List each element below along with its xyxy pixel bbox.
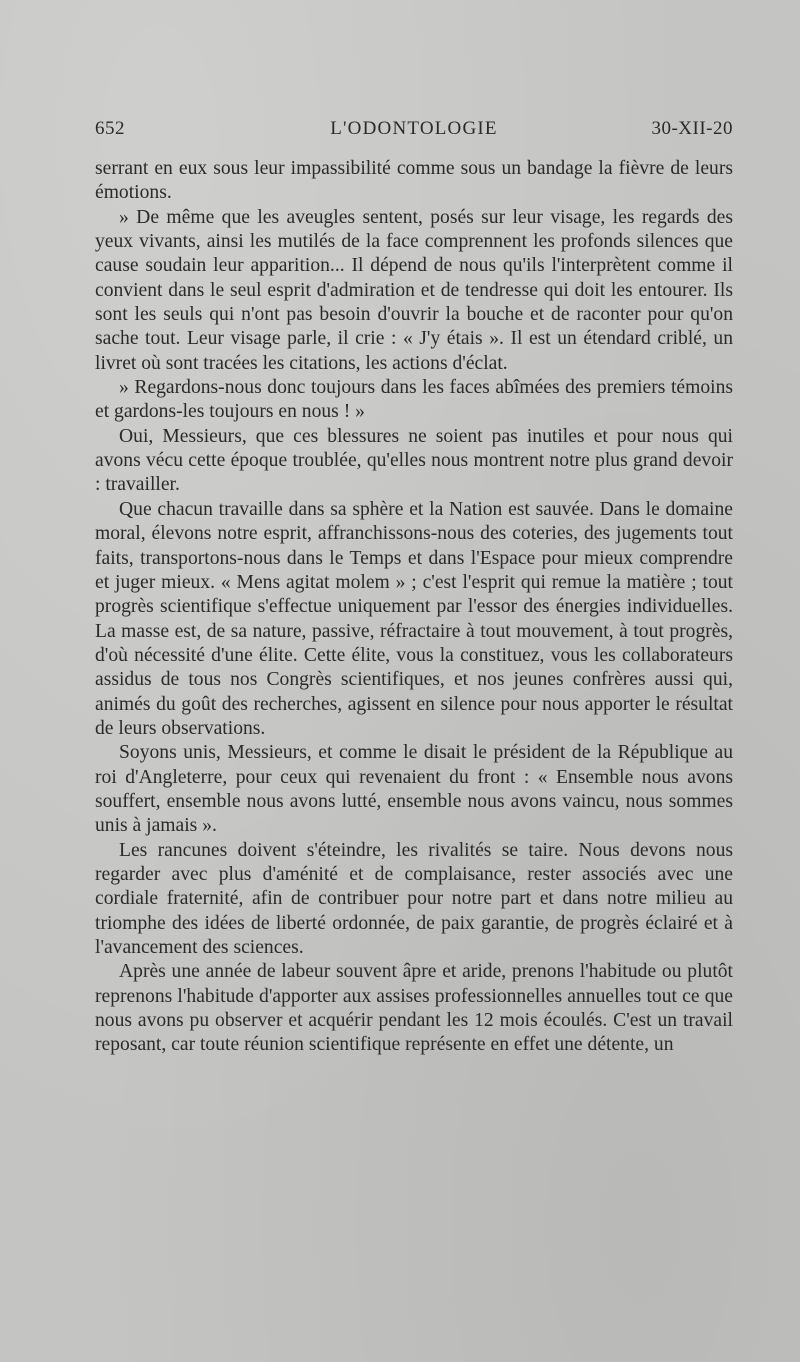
running-header (95, 118, 733, 146)
paragraph: Oui, Messieurs, que ces blessures ne soient pas inutiles et pour nous qui avons vécu cette époque troublée, qu'elles nous montrent notre plus grand devoir : travailler. (95, 425, 733, 496)
paragraph: Les rancunes doivent s'éteindre, les rivalités se taire. Nous devons nous regarder avec plus d'aménité et de complaisance, rester associés avec une cordiale fraternité, afin de contribuer pour notre part et dans notre milieu au triomphe des idées de liberté ordonnée, de paix garantie, de progrès éclairé et à l'avancement des sciences. (95, 839, 733, 958)
issue-date: 30-XII-20 (651, 118, 733, 139)
paragraph: Soyons unis, Messieurs, et comme le disait le président de la République au roi d'Angleterre, pour ceux qui revenaient du front : « Ensemble nous avons souffert, ensemble nous avons lutté, ensemble nous avons vaincu, nous sommes unis à jamais ». (95, 742, 733, 837)
journal-title: L'ODONTOLOGIE (330, 118, 498, 139)
paragraph: Que chacun travaille dans sa sphère et la Nation est sauvée. Dans le domaine moral, élevons notre esprit, affranchissons-nous des coteries, des jugements tout faits, transportons-nous dans le Temps et dans l'Espace pour mieux comprendre et juger mieux. « Mens agitat molem » ; c'est l'esprit qui remue la matière ; tout progrès scientifique s'effectue uniquement par l'essor des énergies individuelles. La masse est, de sa nature, passive, réfractaire à tout mouvement, à tout progrès, d'où nécessité d'une élite. Cette élite, vous la constituez, vous les collaborateurs assidus de tous nos Congrès scientifiques, et nos jeunes confrères aussi qui, animés du goût des recherches, agissent en silence pour nous apporter le résultat de leurs observations. (95, 498, 733, 739)
paragraph: serrant en eux sous leur impassibilité comme sous un bandage la fièvre de leurs émotions. (95, 158, 733, 204)
paragraph: » De même que les aveugles sentent, posés sur leur visage, les regards des yeux vivants, ainsi les mutilés de la face comprennent les profonds silences que cause soudain leur apparition... Il dépend de nous qu'ils l'interprètent comme il convient dans le seul esprit d'admiration et de tendresse qui doit les entourer. Ils sont les seuls qui n'ont pas besoin d'ouvrir la bouche et de raconter pour qu'on sache tout. Leur visage parle, il crie : « J'y étais ». Il est un étendard criblé, un livret où sont tracées les citations, les actions d'éclat. (95, 206, 733, 374)
page-number: 652 (95, 118, 125, 139)
paragraph: Après une année de labeur souvent âpre et aride, prenons l'habitude ou plutôt reprenons l'habitude d'apporter aux assises professionnelles annuelles tout ce que nous avons pu observer et acquérir pendant les 12 mois écoulés. C'est un travail reposant, car toute réunion scientifique représente en effet une détente, un (95, 961, 733, 1056)
paragraph: » Regardons-nous donc toujours dans les faces abîmées des premiers témoins et gardons-les toujours en nous ! » (95, 377, 733, 423)
body-text (95, 157, 733, 1058)
